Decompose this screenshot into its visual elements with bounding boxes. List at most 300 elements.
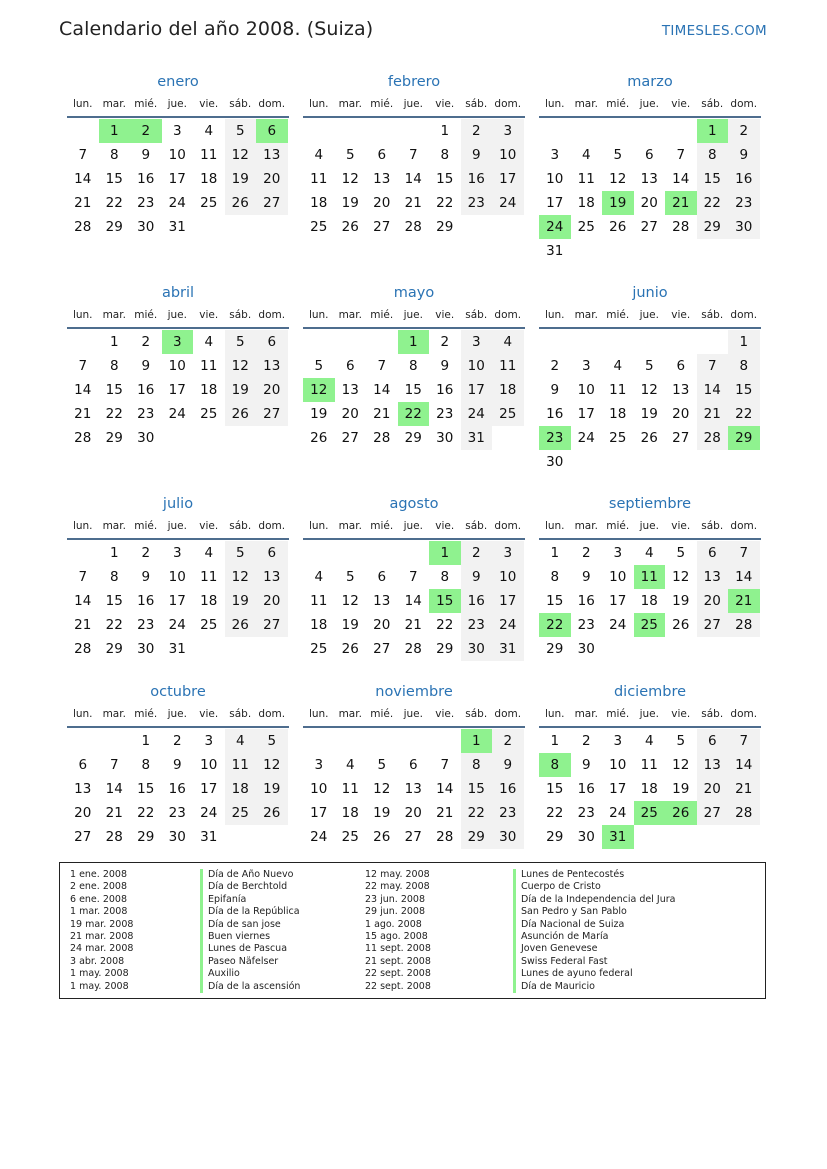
day-cell: 5 bbox=[225, 330, 257, 354]
day-cell: 30 bbox=[436, 430, 454, 446]
day-cell: 8 bbox=[550, 569, 560, 585]
day-cell: 20 bbox=[341, 406, 359, 422]
empty-cell bbox=[366, 729, 398, 753]
day-cell: 25 bbox=[200, 617, 218, 633]
day-cell: 30 bbox=[137, 641, 155, 657]
holiday-legend bbox=[59, 862, 766, 999]
days-grid bbox=[539, 119, 761, 263]
day-cell: 27 bbox=[373, 219, 391, 235]
weekday-label: lun. bbox=[544, 708, 565, 720]
day-cell: 20 bbox=[256, 378, 288, 402]
holiday-day-cell: 31 bbox=[602, 825, 634, 849]
weekday-label: dom. bbox=[258, 98, 286, 110]
day-cell: 19 bbox=[341, 195, 359, 211]
weekday-label: lun. bbox=[544, 98, 565, 110]
weekday-label: sáb. bbox=[229, 309, 252, 321]
day-cell: 18 bbox=[577, 195, 595, 211]
holiday-day-cell: 21 bbox=[665, 191, 697, 215]
days-grid bbox=[303, 541, 525, 661]
day-cell: 12 bbox=[341, 593, 359, 609]
month-agosto bbox=[303, 494, 525, 661]
day-cell: 18 bbox=[310, 195, 328, 211]
day-cell: 12 bbox=[672, 569, 690, 585]
month-febrero bbox=[303, 72, 525, 239]
weekday-header bbox=[67, 516, 289, 540]
day-cell: 6 bbox=[377, 569, 387, 585]
day-cell: 2 bbox=[492, 729, 524, 753]
day-cell: 13 bbox=[74, 781, 92, 797]
day-cell: 2 bbox=[440, 334, 450, 350]
day-cell: 5 bbox=[345, 147, 355, 163]
day-cell: 19 bbox=[225, 167, 257, 191]
weekday-label: jue. bbox=[167, 520, 187, 532]
day-cell: 30 bbox=[546, 454, 564, 470]
day-cell: 1 bbox=[109, 545, 119, 561]
day-cell: 26 bbox=[373, 829, 391, 845]
day-cell: 3 bbox=[461, 330, 493, 354]
weekday-label: vie. bbox=[435, 98, 455, 110]
month-name: junio bbox=[632, 285, 668, 301]
month-julio bbox=[67, 494, 289, 661]
day-cell: 2 bbox=[728, 119, 760, 143]
days-grid bbox=[539, 541, 761, 661]
day-cell: 7 bbox=[728, 729, 760, 753]
day-cell: 9 bbox=[461, 143, 493, 167]
legend-date: 1 may. 2008 bbox=[70, 980, 129, 992]
weekday-label: mar. bbox=[338, 309, 362, 321]
day-cell: 25 bbox=[310, 641, 328, 657]
day-cell: 17 bbox=[168, 382, 186, 398]
day-cell: 20 bbox=[404, 805, 422, 821]
holiday-day-cell: 22 bbox=[398, 402, 430, 426]
day-cell: 11 bbox=[200, 358, 218, 374]
day-cell: 19 bbox=[341, 617, 359, 633]
legend-date: 1 ago. 2008 bbox=[365, 918, 422, 930]
weekday-label: sáb. bbox=[465, 98, 488, 110]
weekday-label: mar. bbox=[102, 309, 126, 321]
day-cell: 23 bbox=[577, 805, 595, 821]
weekday-label: vie. bbox=[671, 520, 691, 532]
weekday-label: mié. bbox=[606, 708, 630, 720]
day-cell: 7 bbox=[728, 541, 760, 565]
day-cell: 26 bbox=[310, 430, 328, 446]
day-cell: 8 bbox=[141, 757, 151, 773]
day-cell: 18 bbox=[200, 593, 218, 609]
month-mayo bbox=[303, 283, 525, 450]
day-cell: 20 bbox=[373, 617, 391, 633]
day-cell: 17 bbox=[492, 167, 524, 191]
day-cell: 28 bbox=[672, 219, 690, 235]
weekday-label: dom. bbox=[730, 520, 758, 532]
weekday-label: vie. bbox=[435, 708, 455, 720]
day-cell: 23 bbox=[728, 191, 760, 215]
day-cell: 4 bbox=[644, 545, 654, 561]
weekday-header bbox=[539, 305, 761, 329]
day-cell: 27 bbox=[697, 613, 729, 637]
day-cell: 11 bbox=[609, 382, 627, 398]
weekday-label: jue. bbox=[403, 98, 423, 110]
weekday-header bbox=[303, 94, 525, 118]
legend-holiday-name: Asunción de María bbox=[513, 931, 675, 943]
day-cell: 21 bbox=[436, 805, 454, 821]
day-cell: 2 bbox=[141, 334, 151, 350]
legend-holiday-name: Día Nacional de Suiza bbox=[513, 919, 675, 931]
holiday-day-cell: 24 bbox=[539, 215, 571, 239]
day-cell: 3 bbox=[492, 119, 524, 143]
day-cell: 15 bbox=[404, 382, 422, 398]
day-cell: 27 bbox=[672, 430, 690, 446]
holiday-day-cell: 1 bbox=[461, 729, 493, 753]
legend-holiday-name: Joven Genevese bbox=[513, 943, 675, 955]
day-cell: 9 bbox=[550, 382, 560, 398]
holiday-day-cell: 3 bbox=[162, 330, 194, 354]
legend-date: 24 mar. 2008 bbox=[70, 943, 134, 955]
weekday-label: vie. bbox=[435, 309, 455, 321]
day-cell: 29 bbox=[697, 215, 729, 239]
day-cell: 3 bbox=[613, 545, 623, 561]
day-cell: 25 bbox=[341, 829, 359, 845]
day-cell: 30 bbox=[577, 641, 595, 657]
day-cell: 5 bbox=[676, 733, 686, 749]
weekday-label: mar. bbox=[338, 708, 362, 720]
day-cell: 31 bbox=[492, 637, 524, 661]
day-cell: 21 bbox=[404, 195, 422, 211]
day-cell: 4 bbox=[613, 358, 623, 374]
day-cell: 5 bbox=[644, 358, 654, 374]
empty-cell bbox=[366, 541, 398, 565]
weekday-label: mar. bbox=[574, 98, 598, 110]
weekday-label: mié. bbox=[370, 708, 394, 720]
legend-holiday-name: Lunes de Pascua bbox=[200, 943, 300, 955]
day-cell: 5 bbox=[225, 119, 257, 143]
month-name: marzo bbox=[627, 74, 673, 90]
day-cell: 25 bbox=[200, 406, 218, 422]
day-cell: 16 bbox=[137, 171, 155, 187]
day-cell: 10 bbox=[492, 143, 524, 167]
day-cell: 7 bbox=[697, 354, 729, 378]
day-cell: 24 bbox=[168, 406, 186, 422]
legend-date: 29 jun. 2008 bbox=[365, 906, 426, 918]
day-cell: 25 bbox=[200, 195, 218, 211]
legend-date: 1 ene. 2008 bbox=[70, 869, 127, 880]
day-cell: 1 bbox=[550, 733, 560, 749]
day-cell: 28 bbox=[74, 641, 92, 657]
site-brand-link[interactable]: TIMESLES.COM bbox=[661, 23, 767, 39]
day-cell: 16 bbox=[492, 777, 524, 801]
empty-cell bbox=[602, 119, 634, 143]
holiday-day-cell: 23 bbox=[539, 426, 571, 450]
day-cell: 22 bbox=[105, 195, 123, 211]
day-cell: 13 bbox=[373, 593, 391, 609]
day-cell: 9 bbox=[728, 143, 760, 167]
weekday-label: jue. bbox=[403, 708, 423, 720]
day-cell: 27 bbox=[256, 613, 288, 637]
empty-cell bbox=[429, 729, 461, 753]
legend-holiday-name: Lunes de ayuno federal bbox=[513, 968, 675, 980]
day-cell: 8 bbox=[440, 569, 450, 585]
day-cell: 17 bbox=[609, 781, 627, 797]
day-cell: 12 bbox=[373, 781, 391, 797]
day-cell: 23 bbox=[461, 613, 493, 637]
day-cell: 14 bbox=[373, 382, 391, 398]
weekday-label: vie. bbox=[199, 520, 219, 532]
day-cell: 17 bbox=[546, 195, 564, 211]
day-cell: 16 bbox=[577, 593, 595, 609]
day-cell: 26 bbox=[225, 191, 257, 215]
weekday-label: mié. bbox=[606, 520, 630, 532]
day-cell: 12 bbox=[256, 753, 288, 777]
weekday-label: mar. bbox=[574, 309, 598, 321]
day-cell: 23 bbox=[137, 406, 155, 422]
day-cell: 18 bbox=[200, 382, 218, 398]
day-cell: 25 bbox=[492, 402, 524, 426]
holiday-day-cell: 25 bbox=[634, 801, 666, 825]
day-cell: 28 bbox=[105, 829, 123, 845]
day-cell: 8 bbox=[109, 358, 119, 374]
day-cell: 12 bbox=[609, 171, 627, 187]
weekday-label: mar. bbox=[574, 708, 598, 720]
day-cell: 5 bbox=[377, 757, 387, 773]
day-cell: 30 bbox=[137, 219, 155, 235]
day-cell: 29 bbox=[105, 641, 123, 657]
legend-date: 6 ene. 2008 bbox=[70, 893, 127, 905]
weekday-header bbox=[303, 305, 525, 329]
day-cell: 24 bbox=[609, 805, 627, 821]
day-cell: 11 bbox=[200, 569, 218, 585]
legend-date: 11 sept. 2008 bbox=[365, 943, 431, 955]
day-cell: 4 bbox=[225, 729, 257, 753]
weekday-label: mié. bbox=[606, 98, 630, 110]
weekday-label: sáb. bbox=[465, 708, 488, 720]
day-cell: 14 bbox=[404, 171, 422, 187]
day-cell: 15 bbox=[105, 171, 123, 187]
day-cell: 30 bbox=[577, 829, 595, 845]
weekday-label: jue. bbox=[167, 708, 187, 720]
day-cell: 15 bbox=[436, 171, 454, 187]
day-cell: 6 bbox=[78, 757, 88, 773]
weekday-label: vie. bbox=[199, 98, 219, 110]
empty-cell bbox=[366, 119, 398, 143]
day-cell: 10 bbox=[577, 382, 595, 398]
day-cell: 24 bbox=[168, 617, 186, 633]
day-cell: 21 bbox=[728, 777, 760, 801]
day-cell: 9 bbox=[440, 358, 450, 374]
day-cell: 5 bbox=[314, 358, 324, 374]
day-cell: 17 bbox=[310, 805, 328, 821]
weekday-header bbox=[539, 94, 761, 118]
weekday-label: dom. bbox=[730, 309, 758, 321]
holiday-day-cell: 15 bbox=[429, 589, 461, 613]
day-cell: 6 bbox=[345, 358, 355, 374]
day-cell: 27 bbox=[373, 641, 391, 657]
weekday-label: dom. bbox=[494, 98, 522, 110]
day-cell: 19 bbox=[310, 406, 328, 422]
weekday-label: dom. bbox=[730, 708, 758, 720]
day-cell: 20 bbox=[256, 589, 288, 613]
day-cell: 10 bbox=[492, 565, 524, 589]
empty-cell bbox=[303, 541, 335, 565]
day-cell: 15 bbox=[461, 777, 493, 801]
month-name: diciembre bbox=[613, 684, 687, 700]
weekday-label: jue. bbox=[639, 708, 659, 720]
day-cell: 12 bbox=[225, 565, 257, 589]
day-cell: 9 bbox=[492, 753, 524, 777]
weekday-label: lun. bbox=[72, 309, 93, 321]
day-cell: 7 bbox=[408, 147, 418, 163]
day-cell: 29 bbox=[137, 829, 155, 845]
weekday-label: mié. bbox=[606, 309, 630, 321]
weekday-label: jue. bbox=[167, 98, 187, 110]
month-name: septiembre bbox=[608, 496, 692, 512]
day-cell: 2 bbox=[581, 733, 591, 749]
day-cell: 6 bbox=[697, 729, 729, 753]
day-cell: 6 bbox=[256, 541, 288, 565]
empty-cell bbox=[67, 729, 99, 753]
legend-date: 22 may. 2008 bbox=[365, 881, 430, 893]
legend-names-column bbox=[200, 869, 300, 993]
day-cell: 29 bbox=[436, 219, 454, 235]
day-cell: 4 bbox=[492, 330, 524, 354]
day-cell: 14 bbox=[74, 382, 92, 398]
day-cell: 14 bbox=[697, 378, 729, 402]
day-cell: 31 bbox=[168, 219, 186, 235]
empty-cell bbox=[634, 119, 666, 143]
day-cell: 16 bbox=[728, 167, 760, 191]
day-cell: 16 bbox=[168, 781, 186, 797]
day-cell: 10 bbox=[200, 757, 218, 773]
day-cell: 18 bbox=[492, 378, 524, 402]
day-cell: 28 bbox=[697, 426, 729, 450]
day-cell: 17 bbox=[461, 378, 493, 402]
weekday-label: lun. bbox=[308, 309, 329, 321]
day-cell: 9 bbox=[581, 569, 591, 585]
legend-date: 21 mar. 2008 bbox=[70, 930, 134, 942]
weekday-label: mié. bbox=[370, 520, 394, 532]
weekday-label: lun. bbox=[308, 98, 329, 110]
empty-cell bbox=[602, 330, 634, 354]
weekday-label: dom. bbox=[258, 708, 286, 720]
day-cell: 28 bbox=[74, 219, 92, 235]
day-cell: 8 bbox=[728, 354, 760, 378]
legend-holiday-name: Día de Mauricio bbox=[513, 981, 675, 993]
weekday-header bbox=[67, 305, 289, 329]
day-cell: 30 bbox=[728, 215, 760, 239]
legend-names-column bbox=[513, 869, 675, 993]
day-cell: 25 bbox=[310, 219, 328, 235]
day-cell: 30 bbox=[168, 829, 186, 845]
day-cell: 19 bbox=[373, 805, 391, 821]
day-cell: 23 bbox=[137, 195, 155, 211]
day-cell: 29 bbox=[404, 430, 422, 446]
day-cell: 20 bbox=[672, 406, 690, 422]
day-cell: 27 bbox=[341, 430, 359, 446]
day-cell: 5 bbox=[676, 545, 686, 561]
empty-cell bbox=[398, 729, 430, 753]
day-cell: 8 bbox=[697, 143, 729, 167]
day-cell: 3 bbox=[172, 545, 182, 561]
days-grid bbox=[303, 729, 525, 849]
month-name: mayo bbox=[393, 285, 435, 301]
legend-date: 12 may. 2008 bbox=[365, 869, 430, 880]
day-cell: 16 bbox=[436, 382, 454, 398]
holiday-day-cell: 12 bbox=[303, 378, 335, 402]
day-cell: 7 bbox=[676, 147, 686, 163]
legend-holiday-name: Buen viernes bbox=[200, 931, 300, 943]
day-cell: 16 bbox=[546, 406, 564, 422]
empty-cell bbox=[335, 119, 367, 143]
day-cell: 25 bbox=[609, 430, 627, 446]
day-cell: 19 bbox=[672, 781, 690, 797]
day-cell: 14 bbox=[436, 781, 454, 797]
day-cell: 22 bbox=[436, 617, 454, 633]
day-cell: 3 bbox=[613, 733, 623, 749]
legend-date: 3 abr. 2008 bbox=[70, 955, 125, 967]
day-cell: 14 bbox=[105, 781, 123, 797]
weekday-label: vie. bbox=[671, 708, 691, 720]
day-cell: 16 bbox=[137, 593, 155, 609]
weekday-label: mar. bbox=[338, 520, 362, 532]
day-cell: 2 bbox=[461, 541, 493, 565]
weekday-label: vie. bbox=[199, 708, 219, 720]
day-cell: 29 bbox=[461, 825, 493, 849]
day-cell: 6 bbox=[408, 757, 418, 773]
day-cell: 18 bbox=[640, 781, 658, 797]
empty-cell bbox=[303, 119, 335, 143]
weekday-label: mié. bbox=[134, 309, 158, 321]
day-cell: 15 bbox=[105, 593, 123, 609]
day-cell: 9 bbox=[461, 565, 493, 589]
days-grid bbox=[67, 119, 289, 239]
day-cell: 23 bbox=[168, 805, 186, 821]
day-cell: 30 bbox=[492, 825, 524, 849]
day-cell: 7 bbox=[377, 358, 387, 374]
day-cell: 16 bbox=[461, 589, 493, 613]
empty-cell bbox=[539, 119, 571, 143]
legend-date: 1 may. 2008 bbox=[70, 968, 129, 980]
legend-date: 22 sept. 2008 bbox=[365, 968, 431, 980]
weekday-label: jue. bbox=[639, 520, 659, 532]
holiday-day-cell: 6 bbox=[256, 119, 288, 143]
legend-holiday-name: San Pedro y San Pablo bbox=[513, 906, 675, 918]
day-cell: 25 bbox=[577, 219, 595, 235]
legend-holiday-name: Swiss Federal Fast bbox=[513, 956, 675, 968]
day-cell: 14 bbox=[672, 171, 690, 187]
day-cell: 24 bbox=[609, 617, 627, 633]
month-marzo bbox=[539, 72, 761, 263]
day-cell: 16 bbox=[137, 382, 155, 398]
empty-cell bbox=[398, 119, 430, 143]
day-cell: 18 bbox=[200, 171, 218, 187]
day-cell: 29 bbox=[436, 641, 454, 657]
day-cell: 2 bbox=[461, 119, 493, 143]
day-cell: 11 bbox=[577, 171, 595, 187]
legend-holiday-name: Día de san jose bbox=[200, 919, 300, 931]
day-cell: 4 bbox=[314, 569, 324, 585]
weekday-label: jue. bbox=[167, 309, 187, 321]
day-cell: 15 bbox=[105, 382, 123, 398]
holiday-day-cell: 8 bbox=[539, 753, 571, 777]
day-cell: 8 bbox=[109, 569, 119, 585]
day-cell: 28 bbox=[404, 219, 422, 235]
weekday-label: dom. bbox=[494, 708, 522, 720]
day-cell: 24 bbox=[461, 402, 493, 426]
day-cell: 15 bbox=[137, 781, 155, 797]
day-cell: 7 bbox=[109, 757, 119, 773]
day-cell: 11 bbox=[200, 147, 218, 163]
empty-cell bbox=[99, 729, 131, 753]
day-cell: 29 bbox=[105, 430, 123, 446]
day-cell: 26 bbox=[640, 430, 658, 446]
